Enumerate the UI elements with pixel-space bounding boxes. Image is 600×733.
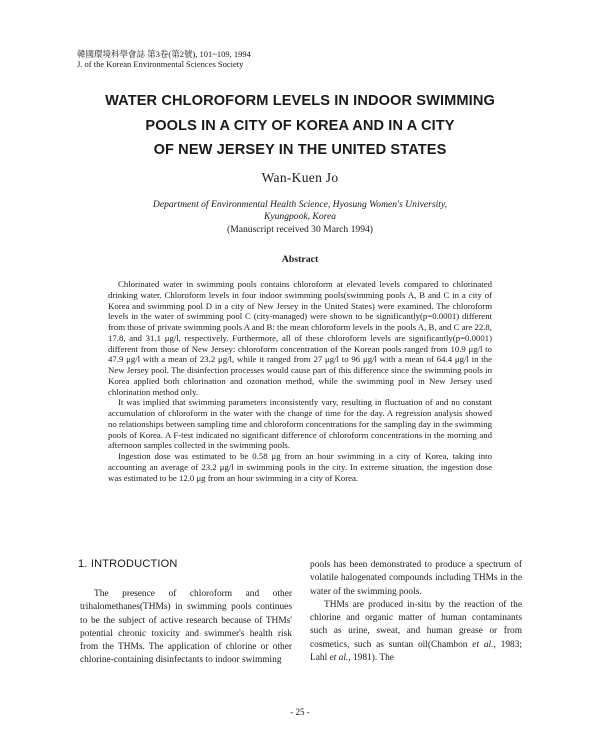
body-column-right: [310, 559, 522, 665]
abstract-body: [108, 279, 492, 483]
abstract-paragraph-2: It was implied that swimming parameters inconsistently vary, resulting in fluctuation of and no constant accumulation of chloroform in the water with the change of time for the day. A regression analysis showed no relationships between sampling time and chloroform concentrations for the sampling day in the swimming pools of Korea. A F-test indicated no significant difference of chloroform concentrations in the morning and afternoon samples collected in the swimming pools.: [108, 397, 492, 451]
author-name: Wan-Kuen Jo: [261, 170, 339, 185]
affiliation-line-2: Kyungpook, Korea: [263, 211, 337, 223]
citation-year-2: , 1981). The: [348, 653, 394, 664]
manuscript-received: (Manuscript received 30 March 1994): [227, 223, 373, 235]
abstract-paragraph-1: Chlorinated water in swimming pools contains chloroform at elevated levels compared to chlorinated drinking water. Chloroform levels in four indoor swimming pools(swimming pools A, B and C in a city of Korea and swimming pool D in a city of New Jersey in the United States) were examined. The chloroform levels in the water of swimming pool C (city-managed) were shown to be significantly(p=0.0001) different from those of private swimming pools A and B: the mean chloroform levels in the pools A, B, and C are 22.8, 17.8, and 31.1 μg/l, respectively. Furthermore, all of these chloroform levels are significantly(p=0.0001) different from those of New Jersey: chloroform concentration of the Korean pools ranged from 10.9 μg/l to 47.9 μg/l with a mean of 23.2 μg/l, while it ranged from 27 μg/l to 96 μg/l with a mean of 64.4 μg/l in the New Jersey pool. The disinfection processes would cause part of this difference since the swimming pools in Korea applied both chlorination and ozonation method, while the swimming pool in New Jersey used chlorination method only.: [108, 279, 492, 397]
affiliation-line-1: Department of Environmental Health Science, Hyosung Women's University,: [152, 199, 448, 210]
intro-paragraph-2: [310, 599, 522, 665]
abstract-paragraph-3: Ingestion dose was estimated to be 0.58 μg from an hour swimming in a city of Korea, taking into accounting an average of 23.2 μg/l in swimming pools in the city. In extreme situation, the ingestion dose was estimated to be 12.0 μg from an hour swimming in a city of Korea.: [108, 451, 492, 483]
intro-paragraph-1: The presence of chloroform and other trihalomethanes(THMs) in swimming pools continues to be the subject of active research because of THMs' potential chronic toxicity and swimmer's health risk from the THMs. The application of chlorine or other chlorine-containing disinfectants to indoor swimming: [80, 589, 292, 666]
intro-paragraph-2-text: THMs are produced in-situ by the reaction of the chlorine and organic matter of human contaminants such as urine, sweat, and human grease or from cosmetics, such as suntan oil(Chambon: [310, 599, 522, 650]
title-line-3: OF NEW JERSEY IN THE UNITED STATES: [153, 142, 447, 158]
journal-header-english: J. of the Korean Environmental Sciences Society: [77, 59, 244, 69]
paper-title: [70, 89, 530, 163]
title-line-2: POOLS IN A CITY OF KOREA AND IN A CITY: [145, 117, 455, 134]
journal-header: [77, 49, 251, 69]
citation-year-1: , 1983; Lahl: [310, 639, 523, 664]
journal-header-korean: 韓國環境科學會誌 第3卷(第2號), 101~109, 1994: [77, 49, 251, 59]
body-column-left: [80, 588, 292, 668]
abstract-heading: Abstract: [281, 254, 319, 265]
title-line-1: WATER CHLOROFORM LEVELS IN INDOOR SWIMMING: [105, 93, 495, 109]
section-heading: 1. INTRODUCTION: [78, 558, 178, 570]
page-number: - 25 -: [290, 707, 310, 717]
intro-paragraph-1-continued: pools has been demonstrated to produce a spectrum of volatile halogenated compounds including THMs in the water of the swimming pools.: [310, 560, 522, 597]
citation-etal-1: et al.: [472, 639, 494, 650]
citation-etal-2: et al.: [329, 653, 349, 664]
affiliation: [0, 199, 600, 236]
